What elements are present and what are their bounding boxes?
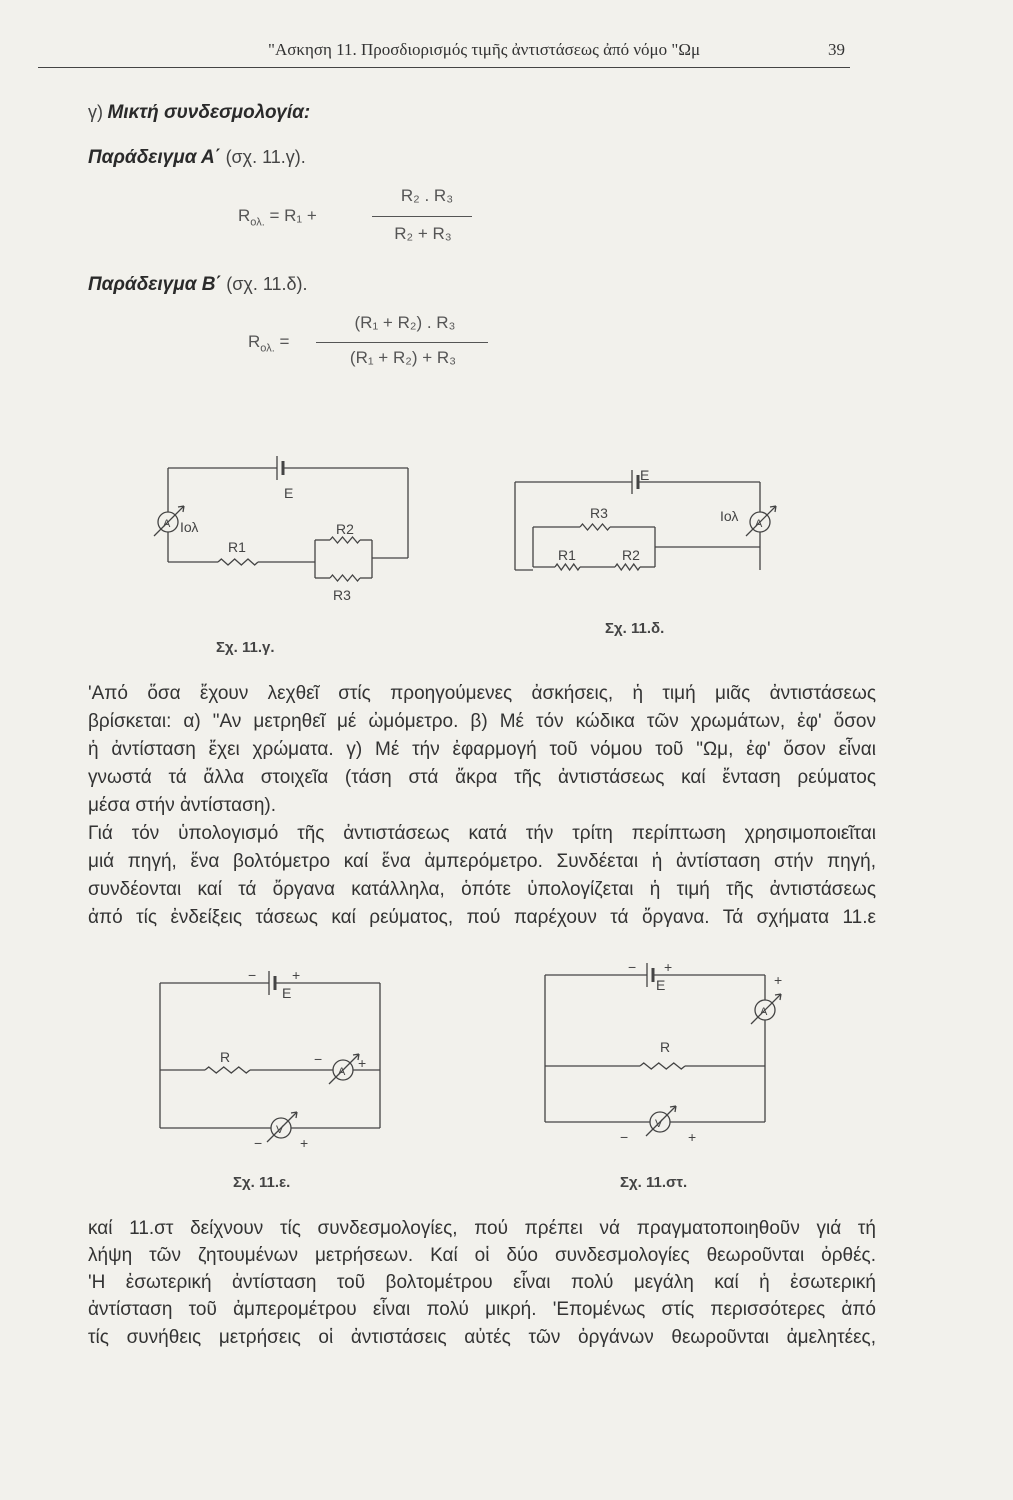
lhs-sub: ολ.: [250, 216, 265, 229]
lhs-sub: ολ.: [260, 342, 275, 355]
text-line: ἀπό τίς ἐνδείξεις τάσεως καί ρεύματος, πού παρέχουν τά ὄργανα. Τά σχήματα 11.ε: [88, 907, 876, 928]
text-line: μιά πηγή, ἕνα βολτόμετρο καί ἕνα ἀμπερόμετρο. Συνδέεται ἡ ἀντίσταση στήν πηγή,: [88, 851, 876, 872]
figure-caption: Σχ. 11.ε.: [233, 1174, 291, 1191]
figure-caption: Σχ. 11.γ.: [216, 639, 275, 656]
ammeter-label: A: [163, 518, 171, 530]
text-line: συνδέονται καί τά ὄργανα κατάλληλα, ὁπότε ὑπολογίζεται ἡ τιμή τῆς ἀντιστάσεως: [88, 879, 876, 900]
resistor-icon: [640, 1063, 685, 1069]
page-number: 39: [828, 40, 845, 59]
label-R2: R2: [622, 547, 640, 563]
formula-b-denominator: (R₁ + R₂) + R₃: [349, 348, 457, 367]
running-header: "Ασκηση 11. Προσδιορισμός τιμῆς ἀντιστάσεως ἀπό νόμο "Ωμ: [268, 40, 701, 59]
resistor-icon: [330, 575, 360, 581]
example-a-label: Παράδειγμα Α΄: [88, 147, 222, 168]
voltmeter-minus: −: [620, 1129, 629, 1145]
ammeter-plus: +: [774, 972, 783, 988]
ammeter-minus: −: [314, 1051, 323, 1067]
resistor-icon: [615, 564, 640, 570]
text-line: ἀντίσταση τοῦ ἀμπερομέτρου εἶναι πολύ μικρή. 'Επομένως στίς περισσότερες ἀπό: [88, 1299, 876, 1320]
resistor-icon: [205, 1067, 250, 1073]
resistor-icon: [555, 564, 580, 570]
figure-11-gamma: [163, 485, 354, 656]
ammeter-label: A: [760, 1006, 768, 1018]
label-R1: R1: [558, 547, 576, 563]
text-line: καί 11.στ δείχνουν τίς συνδεσμολογίες, πού πρέπει νά πραγματοποιηθοῦν γιά τή: [88, 1218, 876, 1239]
heading-prefix: γ): [88, 102, 103, 122]
label-E: E: [282, 985, 292, 1001]
label-minus: −: [628, 959, 637, 975]
label-R2: R2: [336, 521, 354, 537]
text-line: λήψη τῶν ζητουμένων μετρήσεων. Καί οἱ δύο συνδεσμολογίες θεωροῦνται ὀρθές.: [88, 1245, 876, 1266]
text-line: 'Η ἐσωτερική ἀντίσταση τοῦ βολτομέτρου εἶναι πολύ μεγάλη καί ἡ ἐσωτερική: [88, 1272, 876, 1293]
text-line: βρίσκεται: α) "Αν μετρηθεῖ μέ ὠμόμετρο. β) Μέ τόν κώδικα τῶν χρωμάτων, ἐφ' ὅσον: [88, 711, 876, 732]
resistor-icon: [580, 524, 610, 530]
text-line: τίς συνήθεις μετρήσεις οἱ ἀντιστάσεις αὐτές τῶν ὀργάνων θεωροῦνται ἀμελητέες,: [88, 1327, 876, 1348]
voltmeter-label: V: [655, 1118, 663, 1130]
voltmeter-minus: −: [254, 1135, 263, 1151]
formula-b-numerator: (R₁ + R₂) . R₃: [354, 313, 456, 332]
label-minus: −: [248, 967, 257, 983]
figure-caption: Σχ. 11.στ.: [620, 1174, 688, 1191]
text-line: μέσα στήν ἀντίσταση).: [88, 795, 277, 816]
voltmeter-plus: +: [688, 1129, 697, 1145]
ammeter-label: A: [338, 1066, 346, 1078]
label-I-total: Ιολ: [720, 508, 739, 524]
label-I-total: Ιολ: [180, 519, 199, 535]
text-line: ἡ ἀντίσταση ἔχει χρώματα. γ) Μέ τήν ἐφαρμογή τοῦ νόμου τοῦ "Ωμ, ἐφ' ὅσον εἶναι: [88, 739, 876, 760]
label-E: E: [284, 485, 294, 501]
voltmeter-label: V: [276, 1124, 284, 1136]
text-line: 'Από ὅσα ἔχουν λεχθεῖ στίς προηγούμενες ἀσκήσεις, ἡ τιμή μιᾶς ἀντιστάσεως: [88, 683, 876, 704]
ammeter-plus: +: [358, 1055, 367, 1071]
lhs: R: [238, 206, 251, 225]
label-R: R: [220, 1049, 231, 1065]
example-b-ref: (σχ. 11.δ).: [226, 274, 308, 294]
label-R3: R3: [590, 505, 608, 521]
ammeter-label: A: [755, 518, 763, 530]
label-R3: R3: [333, 587, 351, 603]
example-b-label: Παράδειγμα Β΄: [88, 274, 222, 295]
label-E: E: [640, 467, 650, 483]
formula-a-numerator: R₂ . R₃: [400, 186, 454, 205]
figure-caption: Σχ. 11.δ.: [605, 620, 665, 637]
label-R: R: [660, 1039, 671, 1055]
figure-11-st: [620, 959, 782, 1191]
formula-a-denominator: R₂ + R₃: [394, 224, 452, 243]
resistor-icon: [330, 537, 360, 543]
heading-text: Μικτή συνδεσμολογία:: [107, 102, 311, 123]
lhs: R: [248, 332, 261, 351]
resistor-icon: [218, 559, 258, 565]
label-R1: R1: [228, 539, 246, 555]
figure-11-delta: [558, 467, 763, 637]
label-plus: +: [292, 967, 301, 983]
text-line: γνωστά τά ἄλλα στοιχεῖα (τάση στά ἄκρα τῆς ἀντιστάσεως καί ἔνταση ρεύματος: [88, 767, 876, 788]
formula-b-eq: =: [279, 332, 290, 351]
text-line: Γιά τόν ὑπολογισμό τῆς ἀντιστάσεως κατά τήν τρίτη περίπτωση χρησιμοποιεῖται: [88, 823, 876, 844]
example-a-ref: (σχ. 11.γ).: [225, 147, 306, 167]
label-plus: +: [664, 959, 673, 975]
label-E: E: [656, 977, 666, 993]
voltmeter-plus: +: [300, 1135, 309, 1151]
formula-a-eq: = R₁ +: [269, 206, 317, 225]
